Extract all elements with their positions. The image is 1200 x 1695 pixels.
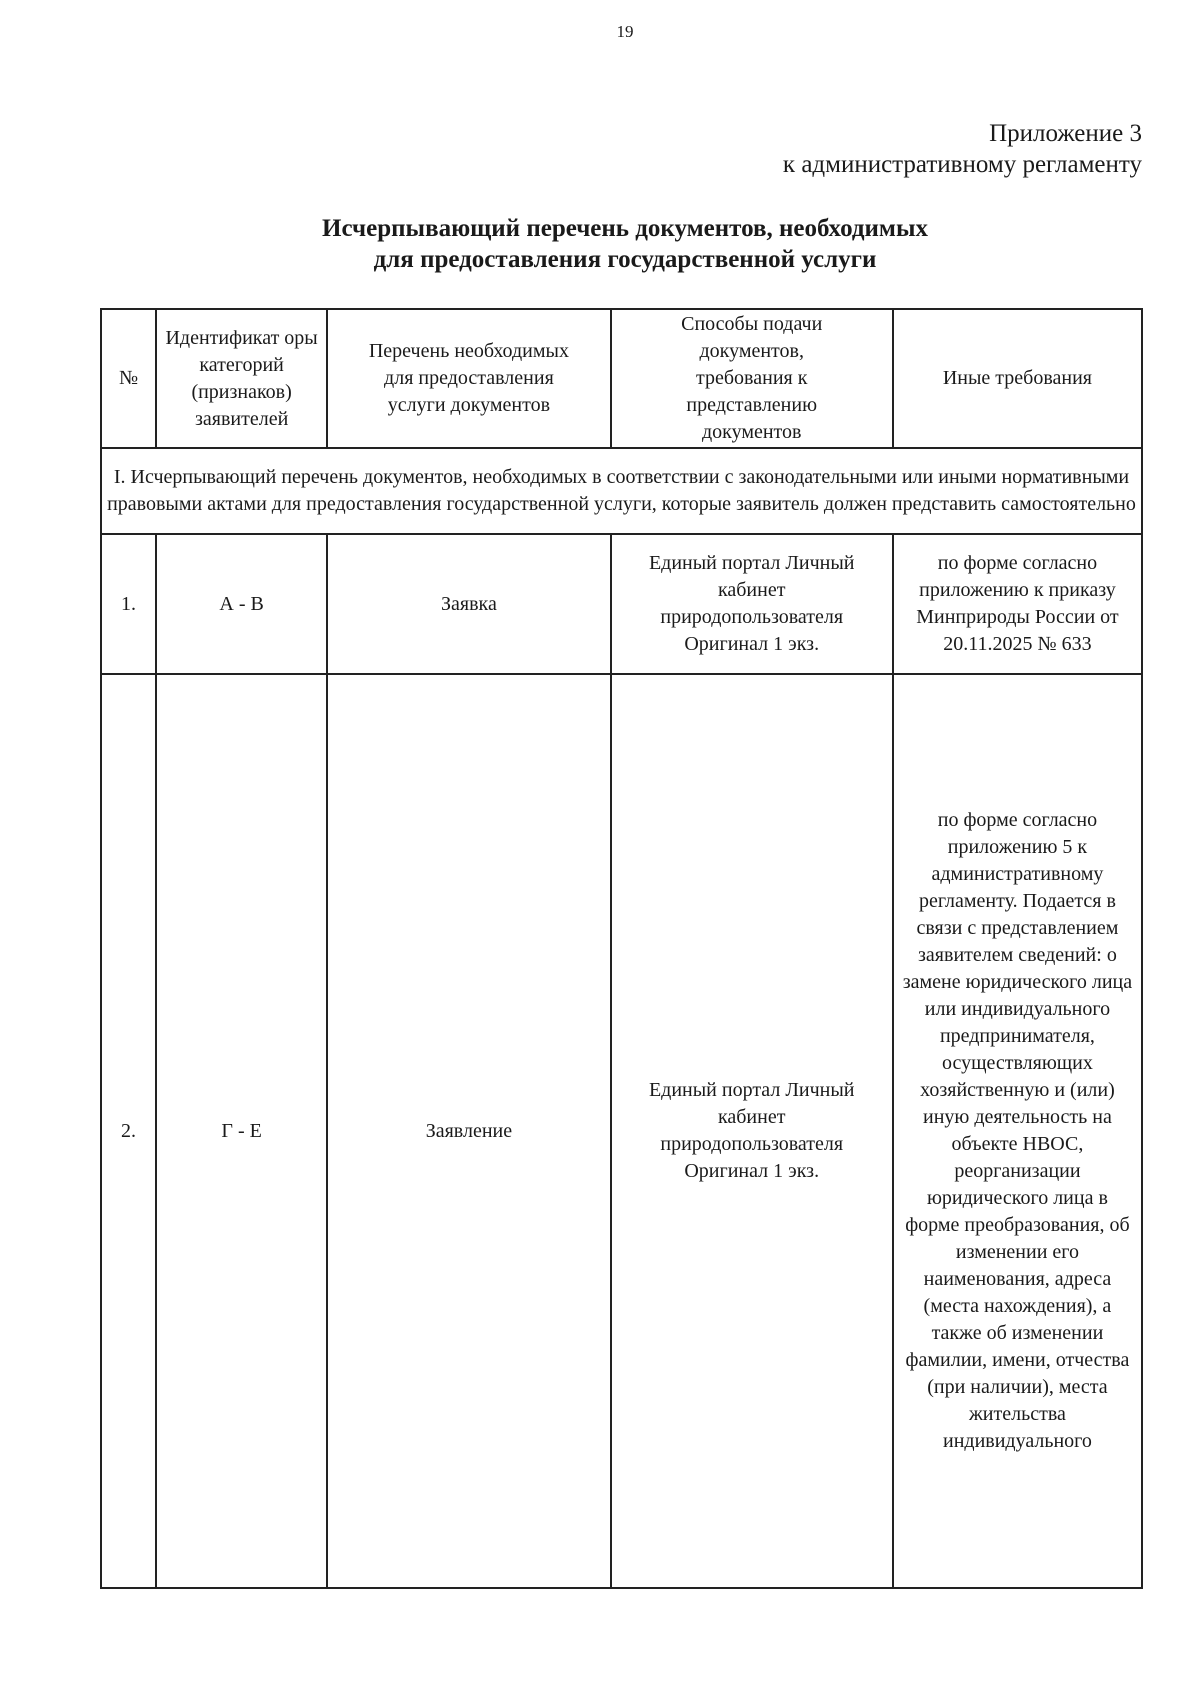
section-row xyxy=(101,448,1142,534)
table-row xyxy=(101,674,1142,1588)
table-row xyxy=(101,534,1142,674)
row-document: Заявка xyxy=(327,534,610,674)
document-title xyxy=(0,213,1200,275)
table-header-row xyxy=(101,309,1142,448)
row-methods: Единый портал Личный кабинет природопользователя Оригинал 1 экз. xyxy=(611,674,893,1588)
page-number: 19 xyxy=(616,22,634,41)
row-identifiers: А - В xyxy=(156,534,327,674)
section-heading: I. Исчерпывающий перечень документов, необходимых в соответствии с законодательными или иными нормативными правовыми актами для предоставления государственной услуги, которые заявитель должен представить самостоятельно xyxy=(101,448,1142,534)
documents-table xyxy=(100,308,1143,1589)
row-num: 1. xyxy=(101,534,156,674)
header-documents: Перечень необходимых для предоставления услуги документов xyxy=(327,309,610,448)
appendix-line-1: Приложение 3 xyxy=(989,120,1142,147)
row-other: по форме согласно приложению 5 к административному регламенту. Подается в связи с представлением заявителем сведений: о замене юридического лица или индивидуального предпринимателя, осуществляющих хозяйственную и (или) иную деятельность на объекте НВОС, реорганизации юридического лица в форме преобразования, об изменении его наименования, адреса (места нахождения), а также об изменении фамилии, имени, отчества (при наличии), места жительства индивидуального xyxy=(893,674,1142,1588)
row-document: Заявление xyxy=(327,674,610,1588)
header-other: Иные требования xyxy=(893,309,1142,448)
appendix-line-2: к административному регламенту xyxy=(782,151,1142,178)
row-identifiers: Г - Е xyxy=(156,674,327,1588)
row-other: по форме согласно приложению к приказу Минприроды России от 20.11.2025 № 633 xyxy=(893,534,1142,674)
row-methods: Единый портал Личный кабинет природопользователя Оригинал 1 экз. xyxy=(611,534,893,674)
document-title-line-2: для предоставления государственной услуги xyxy=(373,246,877,273)
header-methods: Способы подачи документов, требования к представлению документов xyxy=(611,309,893,448)
row-num: 2. xyxy=(101,674,156,1588)
header-identifiers: Идентификат оры категорий (признаков) заявителей xyxy=(156,309,327,448)
appendix-note xyxy=(783,118,1142,180)
document-title-line-1: Исчерпывающий перечень документов, необходимых xyxy=(322,215,928,242)
header-num: № xyxy=(101,309,156,448)
